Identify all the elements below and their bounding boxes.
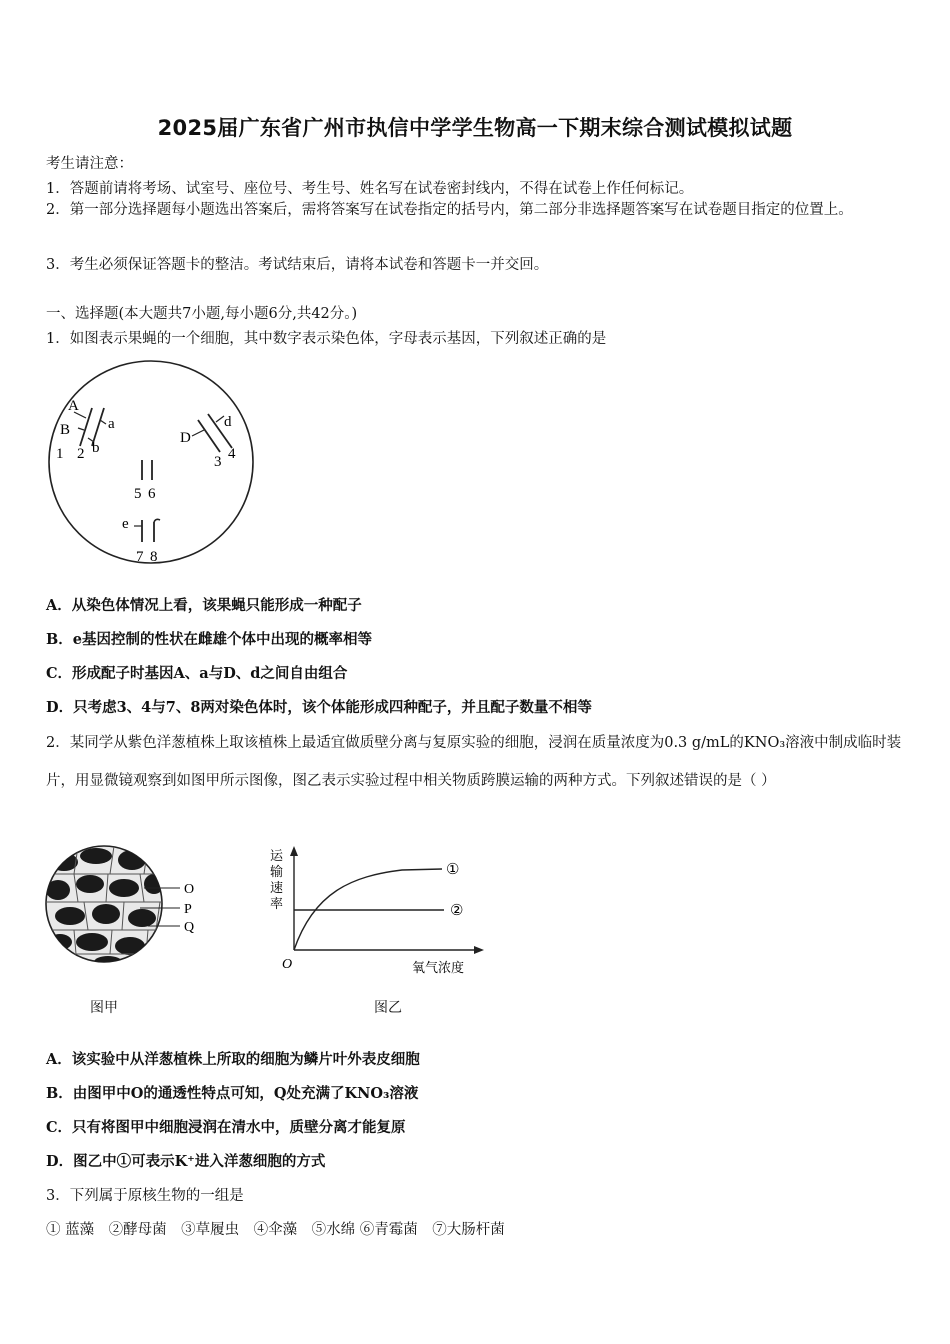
yi-ylabel-1: 运 bbox=[270, 848, 284, 863]
option-text: 该实验中从洋葱植株上所取的细胞为鳞片叶外表皮细胞 bbox=[71, 1051, 420, 1068]
yi-ylabel-2: 输 bbox=[270, 864, 284, 879]
option-text: 形成配子时基因A、a与D、d之间自由组合 bbox=[72, 665, 348, 682]
chromosome-label-5: 5 bbox=[134, 486, 142, 502]
gene-label-A: A bbox=[68, 398, 79, 414]
gene-label-e: e bbox=[122, 516, 129, 532]
option-letter: B． bbox=[46, 631, 73, 648]
q2-stem: 2．某同学从紫色洋葱植株上取该植株上最适宜做质壁分离与复原实验的细胞，浸润在质量浓度为0.3 g/mL的KNO₃溶液中制成临时装片，用显微镜观察到如图甲所示图像，图乙表示实验过程中相关物质跨膜运输的两种方式。下列叙述错误的是（ ） bbox=[46, 735, 902, 789]
gene-label-a: a bbox=[108, 416, 115, 432]
chromosome-label-6: 6 bbox=[148, 486, 156, 502]
option-text: 由图甲中O的通透性特点可知，Q处充满了KNO₃溶液 bbox=[72, 1085, 419, 1102]
yi-ylabel-4: 率 bbox=[270, 896, 284, 911]
q1-stem: 1．如图表示果蝇的一个细胞，其中数字表示染色体，字母表示基因，下列叙述正确的是 bbox=[46, 331, 607, 347]
notice-item-2: 2．第一部分选择题每小题选出答案后，需将答案写在试卷指定的括号内，第二部分非选择题答案写在试卷题目指定的位置上。 bbox=[46, 202, 853, 218]
yi-caption: 图乙 bbox=[374, 1000, 402, 1016]
yi-curve2-label: ② bbox=[450, 903, 464, 919]
option-letter: A． bbox=[46, 597, 72, 614]
q2-option-a[interactable] bbox=[46, 1048, 420, 1069]
option-letter: D． bbox=[46, 1153, 74, 1170]
option-letter: B． bbox=[46, 1085, 73, 1102]
yi-ylabel-3: 速 bbox=[270, 880, 284, 895]
q1-option-d[interactable] bbox=[46, 696, 592, 717]
q2-option-d[interactable] bbox=[46, 1150, 325, 1171]
option-letter: C． bbox=[46, 1119, 73, 1136]
notice-item-1: 1．答题前请将考场、试室号、座位号、考生号、姓名写在试卷密封线内，不得在试卷上作任何标记。 bbox=[46, 181, 694, 197]
option-text: 只有将图甲中细胞浸润在清水中，质壁分离才能复原 bbox=[72, 1119, 406, 1136]
q1-option-c[interactable] bbox=[46, 662, 347, 683]
chromosome-label-1: 1 bbox=[56, 446, 64, 462]
chromosome-label-2: 2 bbox=[77, 446, 85, 462]
option-letter: A． bbox=[46, 1051, 72, 1068]
yi-xlabel: 氧气浓度 bbox=[412, 960, 465, 975]
yi-origin: O bbox=[282, 957, 293, 972]
q2-figure-jia bbox=[44, 838, 214, 970]
notice-item-3: 3．考生必须保证答题卡的整洁。考试结束后，请将本试卷和答题卡一并交回。 bbox=[46, 257, 549, 273]
q2-option-b[interactable] bbox=[46, 1082, 418, 1103]
jia-label-Q: Q bbox=[184, 920, 195, 935]
q1-option-b[interactable] bbox=[46, 628, 372, 649]
chromosome-label-4: 4 bbox=[228, 446, 236, 462]
jia-label-O: O bbox=[184, 882, 195, 897]
option-text: 图乙中①可表示K⁺进入洋葱细胞的方式 bbox=[73, 1153, 326, 1170]
option-text: e基因控制的性状在雌雄个体中出现的概率相等 bbox=[72, 631, 372, 648]
chromosome-label-7: 7 bbox=[136, 549, 144, 565]
q3-stem: 3．下列属于原核生物的一组是 bbox=[46, 1188, 244, 1204]
chromosome-label-8: 8 bbox=[150, 549, 158, 565]
notice-heading: 考生请注意： bbox=[46, 156, 133, 172]
gene-label-b: b bbox=[92, 440, 100, 456]
chromosome-label-3: 3 bbox=[214, 454, 222, 470]
gene-label-B: B bbox=[60, 422, 71, 438]
jia-caption: 图甲 bbox=[90, 1000, 118, 1016]
jia-label-P: P bbox=[184, 902, 192, 917]
q1-option-a[interactable] bbox=[46, 594, 362, 615]
option-letter: D． bbox=[46, 699, 74, 716]
yi-curve1-label: ① bbox=[446, 862, 460, 878]
q1-cell-figure bbox=[44, 356, 264, 572]
section-heading: 一、选择题(本大题共7小题,每小题6分,共42分。) bbox=[46, 306, 358, 322]
gene-label-d: d bbox=[224, 414, 232, 430]
gene-label-D: D bbox=[180, 430, 191, 446]
q2-figure-yi bbox=[262, 842, 492, 978]
page-title: 2025届广东省广州市执信中学学生物高一下期末综合测试模拟试题 bbox=[157, 116, 793, 140]
q3-choices: ① 蓝藻 ②酵母菌 ③草履虫 ④伞藻 ⑤水绵 ⑥青霉菌 ⑦大肠杆菌 bbox=[46, 1222, 505, 1238]
option-text: 只考虑3、4与7、8两对染色体时，该个体能形成四种配子，并且配子数量不相等 bbox=[73, 699, 592, 716]
option-text: 从染色体情况上看，该果蝇只能形成一种配子 bbox=[71, 597, 362, 614]
q2-option-c[interactable] bbox=[46, 1116, 406, 1137]
option-letter: C． bbox=[46, 665, 73, 682]
